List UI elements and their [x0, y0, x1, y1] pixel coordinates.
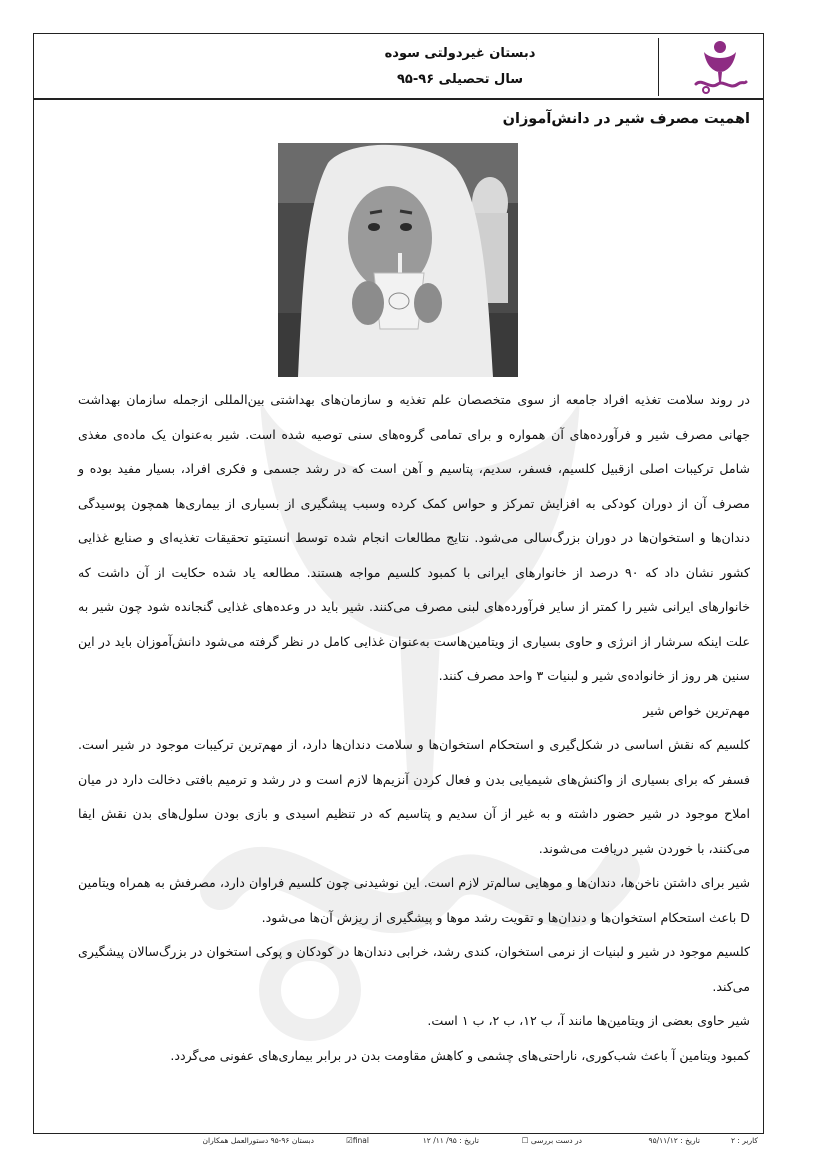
header-divider [658, 38, 659, 96]
academic-year: سال تحصیلی ۹۶-۹۵ [397, 72, 523, 87]
nails-teeth-paragraph: شیر برای داشتن ناخن‌ها، دندان‌ها و موهایی سالم‌تر لازم است. این نوشیدنی چون کلسیم فراوان دارد، مصرفش به همراه ویتامین D باعث استحکام استخوان‌ها و دندان‌ها و تقویت رشد موها و پیشگیری از ریزش آن‌ها می‌شود. [78, 875, 750, 925]
footer-review-status: در دست بررسی ☐ [521, 1136, 582, 1145]
school-heading [330, 41, 590, 93]
footer-date: تاریخ : ۹۵/۱۱/۱۲ [648, 1136, 700, 1145]
article-body [78, 383, 750, 1073]
logo-mark-icon [688, 38, 752, 98]
school-name: دبستان غیردولتی سوده [384, 46, 536, 61]
calcium-paragraph: کلسیم که نقش اساسی در شکل‌گیری و استحکام استخوان‌ها و سلامت دندان‌ها دارد، از مهم‌ترین ترکیبات موجود در شیر است. فسفر که برای بسیاری از واکنش‌های شیمیایی بدن و فعال کردن آنزیم‌ها لازم است و در رشد و ترمیم بافتی دخالت دارد در میان املاح موجود در شیر حضور داشته و به غیر از آن سدیم و پتاسیم که در تنظیم اسیدی و بازی بودن سلول‌های بدن نقش ایفا می‌کنند، با خوردن شیر دریافت می‌شوند. [78, 737, 750, 856]
vitamins-paragraph: شیر حاوی بعضی از ویتامین‌ها مانند آ، ب ۱۲، ب ۲، ب ۱ است. [427, 1013, 750, 1028]
bone-health-paragraph: کلسیم موجود در شیر و لبنیات از نرمی استخوان، کندی رشد، خرابی دندان‌ها در کودکان و پوکی استخوان در بزرگ‌سالان پیشگیری می‌کند. [78, 944, 750, 994]
footer-user: کاربر : ۲ [730, 1136, 758, 1145]
vitamin-a-paragraph: کمبود ویتامین آ باعث شب‌کوری، ناراحتی‌های چشمی و کاهش مقاومت بدن در برابر بیماری‌های عفونی می‌گردد. [170, 1047, 750, 1063]
footer-path: دبستان ۹۶-۹۵ دستورالعمل همکاران [202, 1136, 314, 1145]
school-logo [688, 38, 752, 98]
footer-date-2: تاریخ : ۹۵/ ۱۱/ ۱۲ [422, 1136, 479, 1145]
footer-final: final☑ [346, 1136, 369, 1145]
article-title: اهمیت مصرف شیر در دانش‌آموزان [502, 111, 750, 127]
intro-paragraph: در روند سلامت تغذیه افراد جامعه از سوی متخصصان علم تغذیه و سازمان‌های بهداشتی بین‌المللی ازجمله سازمان بهداشت جهانی مصرف شیر و فرآورده‌های آن همواره و برای تمامی گروه‌های سنی توصیه شده است. شیر به‌عنوان یک ماده‌ی مغذی شامل ترکیبات اصلی ازقبیل کلسیم، فسفر، سدیم، پتاسیم و آهن است که در رشد جسمی و فکری افراد، بسیار مفید بوده و مصرف آن از دوران کودکی به افزایش تمرکز و حواس کمک کرده وسبب پیشگیری از بسیاری از بیماری‌ها همچون پوسیدگی دندان‌ها و استخوان‌ها در دوران بزرگ‌سالی می‌شود. نتایج مطالعات انجام شده توسط انستیتو تحقیقات تغذیه‌ای و صنایع غذایی کشور نشان داد که ۹۰ درصد از خانوارهای ایرانی با کمبود کلسیم مواجه هستند. مطالعه یاد شده حکایت از آن داشت که خانوارهای ایرانی شیر را کمتر از سایر فرآورده‌های لبنی مصرف می‌کنند. شیر باید در وعده‌های غذایی گنجانده شود چون شیر به علت اینکه سرشار از انرژی و حاوی بسیاری از ویتامین‌هاست به‌عنوان غذایی کامل در نظر گرفته می‌شود دانش‌آموزان باید در این سنین هر روز از خانواده‌ی شیر و لبنیات ۳ واحد مصرف کنند. [78, 392, 750, 683]
student-drinking-milk-photo [278, 143, 518, 377]
page-footer [33, 1134, 764, 1148]
section-heading: مهم‌ترین خواص شیر [643, 702, 750, 718]
photo-illustration-icon [278, 143, 518, 377]
